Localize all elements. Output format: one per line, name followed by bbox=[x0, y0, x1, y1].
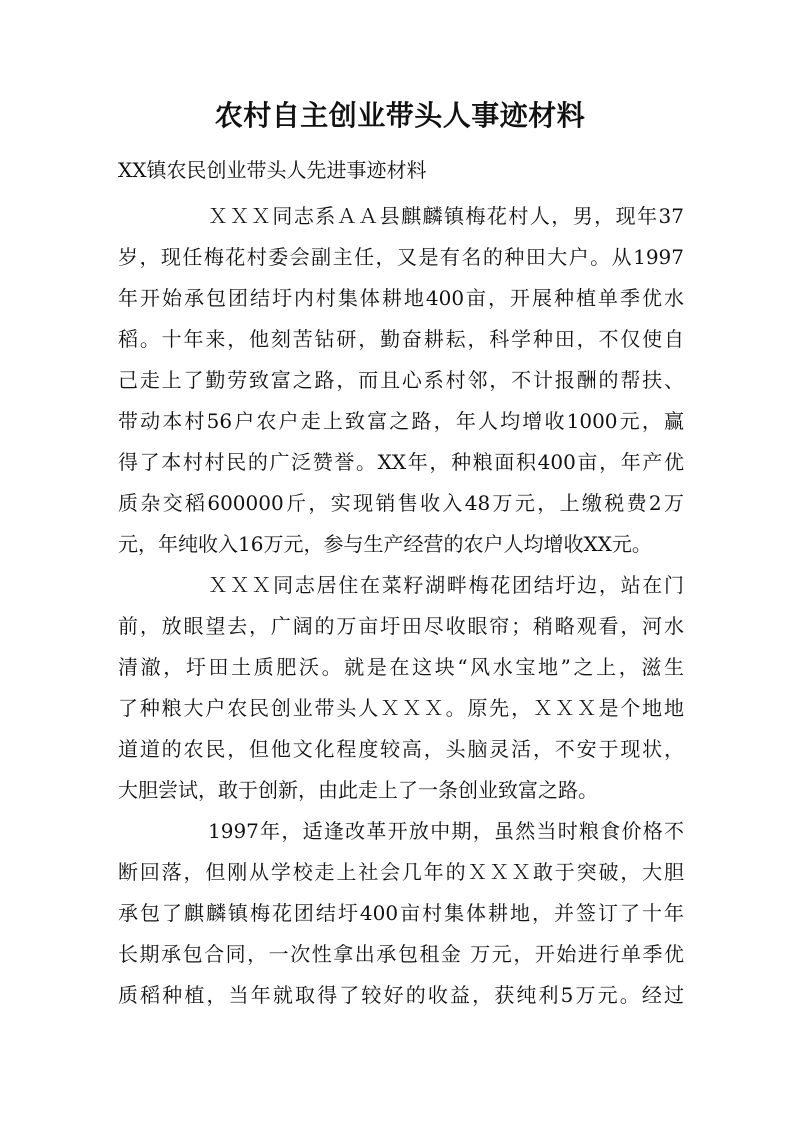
paragraph-line: ＸＸＸ同志居住在菜籽湖畔梅花团结圩边，站在门 bbox=[208, 573, 684, 597]
paragraph-line: 长期承包合同，一次性拿出承包租金 万元，开始进行单季优 bbox=[118, 942, 684, 966]
paragraph-line: 承包了麒麟镇梅花团结圩400亩村集体耕地，并签订了十年 bbox=[118, 901, 684, 925]
paragraph-line: 大胆尝试，敢于创新，由此走上了一条创业致富之路。 bbox=[118, 778, 598, 802]
paragraph-line: ＸＸＸ同志系ＡＡ县麒麟镇梅花村人，男，现年37 bbox=[208, 204, 684, 228]
paragraph-1 bbox=[118, 196, 684, 565]
paragraph-2 bbox=[118, 565, 684, 811]
paragraph-line: 元，年纯收入16万元，参与生产经营的农户人均增收XX元。 bbox=[118, 532, 652, 556]
paragraph-line: 断回落，但刚从学校走上社会几年的ＸＸＸ敢于突破，大胆 bbox=[118, 860, 684, 884]
paragraph-line: 得了本村村民的广泛赞誉。XX年，种粮面积400亩，年产优 bbox=[118, 450, 684, 474]
paragraph-line: 质稻种植，当年就取得了较好的收益，获纯利5万元。经过 bbox=[118, 983, 684, 1007]
paragraph-line: 质杂交稻600000斤，实现销售收入48万元，上缴税费2万 bbox=[118, 491, 684, 515]
document-body bbox=[118, 196, 684, 1016]
paragraph-line: 岁，现任梅花村委会副主任，又是有名的种田大户。从1997 bbox=[118, 245, 684, 269]
paragraph-line: 清澈，圩田土质肥沃。就是在这块“风水宝地”之上，滋生 bbox=[118, 655, 684, 679]
paragraph-line: 己走上了勤劳致富之路，而且心系村邻，不计报酬的帮扶、 bbox=[118, 368, 684, 392]
document-subtitle: XX镇农民创业带头人先进事迹材料 bbox=[118, 158, 427, 182]
paragraph-line: 年开始承包团结圩内村集体耕地400亩，开展种植单季优水 bbox=[118, 286, 684, 310]
paragraph-line: 道道的农民，但他文化程度较高，头脑灵活，不安于现状， bbox=[118, 737, 684, 761]
paragraph-line: 了种粮大户农民创业带头人ＸＸＸ。原先，ＸＸＸ是个地地 bbox=[118, 696, 684, 720]
paragraph-line: 前，放眼望去，广阔的万亩圩田尽收眼帘；稍略观看，河水 bbox=[118, 614, 684, 638]
paragraph-3 bbox=[118, 811, 684, 1016]
paragraph-line: 1997年，适逢改革开放中期，虽然当时粮食价格不 bbox=[208, 819, 684, 843]
paragraph-line: 带动本村56户农户走上致富之路，年人均增收1000元，赢 bbox=[118, 409, 684, 433]
paragraph-line: 稻。十年来，他刻苦钻研，勤奋耕耘，科学种田，不仅使自 bbox=[118, 327, 684, 351]
document-title: 农村自主创业带头人事迹材料 bbox=[214, 99, 586, 132]
